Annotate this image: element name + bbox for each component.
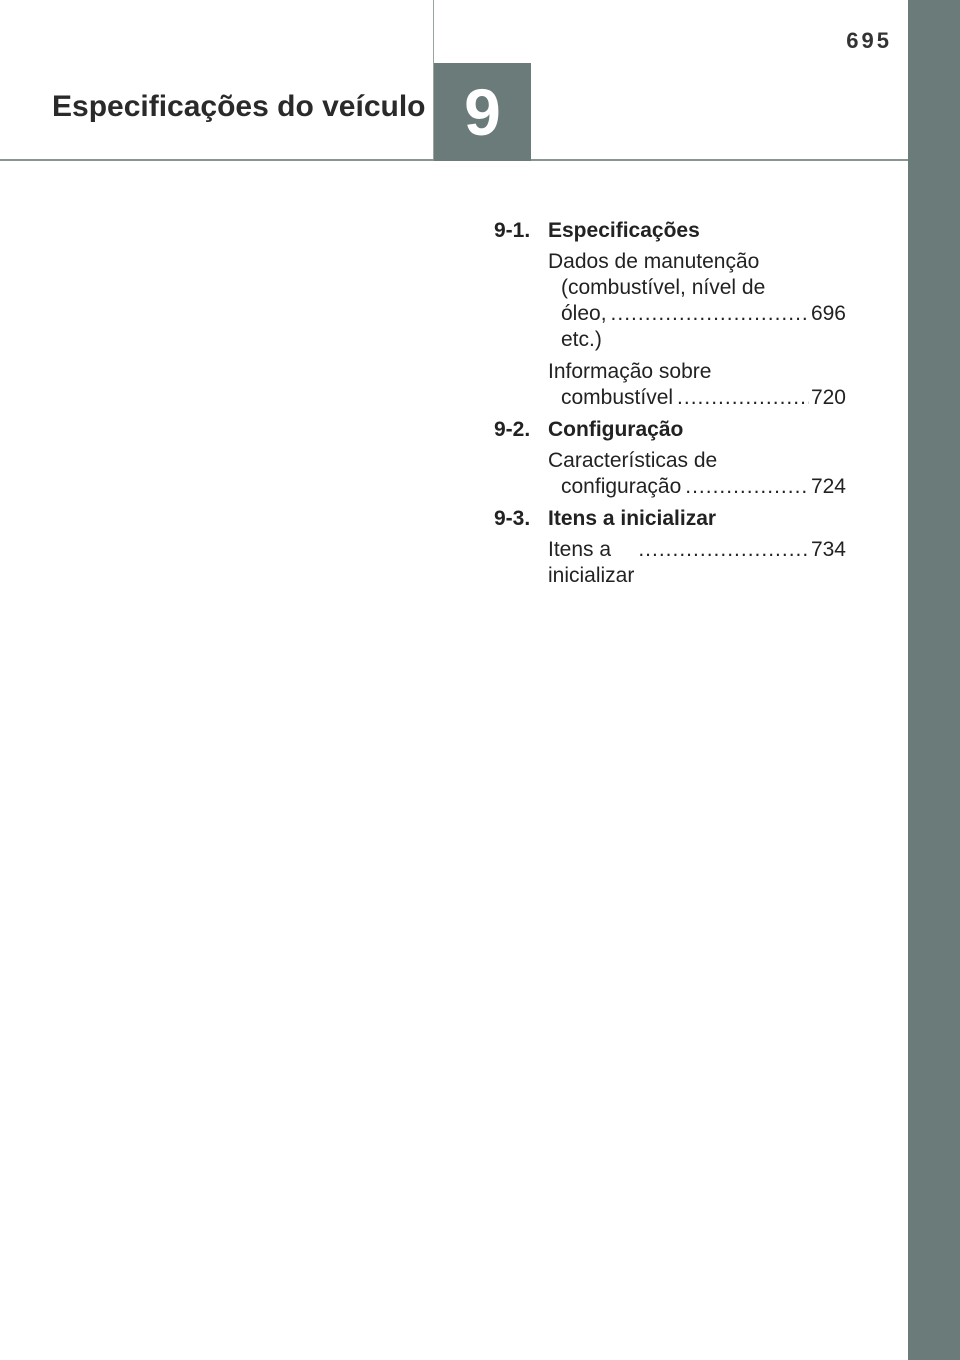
toc-entry-line: (combustível, nível de <box>561 276 766 299</box>
toc-page-number: 696 <box>810 302 846 325</box>
side-chapter-tab <box>908 0 960 1360</box>
toc-entry-text: configuração <box>561 475 682 498</box>
toc-section-number: 9-2. <box>494 418 531 441</box>
dot-leader <box>611 301 809 327</box>
toc-section-number: 9-1. <box>494 219 531 242</box>
toc-section-number: 9-3. <box>494 507 531 530</box>
toc-section-title: Especificações <box>548 219 700 242</box>
toc-section-heading[interactable] <box>494 506 846 532</box>
toc-section-heading[interactable] <box>494 417 846 443</box>
toc-entry-text: combustível <box>561 386 674 409</box>
dot-leader <box>677 385 809 411</box>
toc-section-heading[interactable] <box>494 218 846 244</box>
toc-section-title: Itens a inicializar <box>548 507 717 530</box>
toc-entry-line: Informação sobre <box>548 360 712 383</box>
toc-page-number: 734 <box>810 538 846 561</box>
chapter-title: Especificações do veículo <box>52 90 426 123</box>
dot-leader <box>638 537 809 563</box>
toc-page-number: 724 <box>810 475 846 498</box>
toc-entry-text: óleo, etc.) <box>561 302 607 351</box>
toc-entry-last-line <box>548 385 846 411</box>
toc-entry[interactable] <box>548 448 846 500</box>
toc-entry[interactable] <box>548 537 846 589</box>
toc-entry-line: Características de <box>548 449 718 472</box>
toc-entry[interactable] <box>548 359 846 411</box>
toc-entry-last-line <box>548 301 846 353</box>
chapter-number-box: 9 <box>434 63 531 161</box>
toc-entry-last-line <box>548 474 846 500</box>
toc-page-number: 720 <box>810 386 846 409</box>
toc-entry-line: Dados de manutenção <box>548 250 760 273</box>
page-number: 695 <box>846 28 892 53</box>
toc-entry-last-line <box>548 537 846 589</box>
dot-leader <box>685 474 809 500</box>
table-of-contents <box>494 218 846 595</box>
toc-section-title: Configuração <box>548 418 684 441</box>
toc-entry-text: Itens a inicializar <box>548 538 635 587</box>
toc-entry[interactable] <box>548 249 846 353</box>
